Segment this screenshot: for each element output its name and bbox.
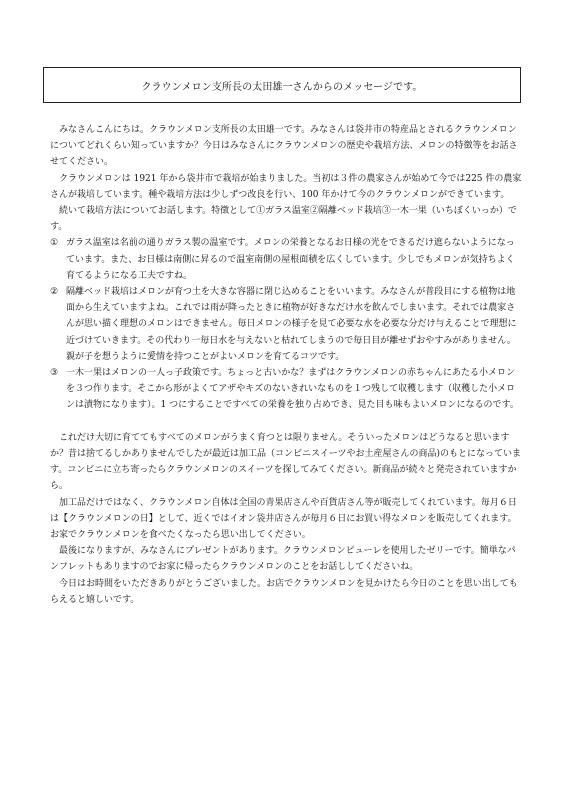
list-item-glass-greenhouse: [50, 235, 522, 284]
list-marker: ①: [50, 238, 59, 249]
outro-paragraph-1: これだけ大切に育ててもすべてのメロンがうまく育つとは限りません。そういったメロンはどうなると思いますか？昔は捨てるしかありませんでしたが最近は加工品（コンビニスイーツやお土産屋さんの商品)のもとになっています。コンビニに立ち寄ったらクラウンメロンのスイーツを探してみてください。新商品が続々と発売されていますから。: [50, 432, 521, 492]
list-item-one-fruit-per-vine: [50, 365, 522, 414]
list-marker: ②: [50, 287, 59, 298]
intro-paragraph-1: みなさんこんにちは。クラウンメロン支所長の太田雄一です。みなさんは袋井市の特産品とされるクラウンメロンについてどれくらい知っていますか？今日はみなさんにクラウンメロンの歴史や栽培方法、メロンの特徴等をお話させてください。: [50, 125, 518, 168]
cultivation-method-list: [50, 235, 522, 413]
list-marker: ③: [50, 368, 59, 379]
message-title-box: [43, 67, 521, 103]
list-item-text: 一木一果はメロンの一人っ子政策です。ちょっと古いかな？まずはクラウンメロンの赤ちゃんにあたる小メロンを３つ作ります。そこから形がよくてアザやキズのないきれいなものを１つ残して収穫します（収穫した小メロンは漬物になります）。1 つにすることですべての栄養を独り占めでき、見た目も味もよいメロンになるのです。: [66, 368, 519, 411]
list-item-text: ガラス温室は名前の通りガラス製の温室です。メロンの栄養となるお日様の光をできるだけ遮らないようになっています。また、お日様は南側に昇るので温室南側の屋根面積を広くしています。少しでもメロンが気持ちよく育てるようになる工夫ですね。: [66, 238, 515, 281]
section-spacer: [50, 414, 522, 430]
intro-paragraph-2: クラウンメロンは 1921 年から袋井市で栽培が始まりました。当初は３件の農家さんが始めて今では225 件の農家さんが栽培しています。種や栽培方法は少しずつ改良を行い、100 年かけて今のクラウンメロンができています。: [50, 173, 522, 200]
intro-paragraph-3: 続いて栽培方法についてお話します。特徴として①ガラス温室②隔離ベッド栽培③一木一果（いちぼくいっか）です。: [50, 206, 517, 233]
outro-paragraph-2: 加工品だけではなく、クラウンメロン自体は全国の青果店さんや百貨店さん等が販売してくれています。毎月６日は【クラウンメロンの日】として、近くではイオン袋井店さんが毎月６日にお買い得なメロンを販売してくれます。お家でクラウンメロンを食べたくなったら思い出してください。: [50, 497, 517, 541]
list-item-text: 隔離ベッド栽培はメロンが育つ土を大きな容器に閉じ込めることをいいます。みなさんが普段目にする植物は地面から生えていますよね。これでは雨が降ったときに植物が好きなだけ水を飲んでしまいます。それでは農家さんが思い描く理想のメロンはできません。毎日メロンの様子を見て必要な水を必要な分だけ与えることで理想に近づけていきます。その代わり一毎日水を与えないと枯れてしまうので毎日目が離せずおやすみがありません。親が子を想うように愛情を持つことがよいメロンを育てるコツです。: [66, 287, 517, 362]
outro-paragraph-3: 最後になりますが、みなさんにプレゼントがあります。クラウンメロンピューレを使用したゼリーです。簡単なパンフレットもありますのでお家に帰ったらクラウンメロンのことをお話ししてくださいね。: [50, 546, 516, 573]
list-item-isolated-bed: [50, 284, 522, 365]
outro-paragraph-4: 今日はお時間をいただきありがとうございました。お店でクラウンメロンを見かけたら今日のことを思い出してもらえると嬉しいです。: [50, 578, 518, 605]
message-title: クラウンメロン支所長の太田雄一さんからのメッセージです。: [141, 81, 423, 93]
message-body: [50, 122, 522, 608]
